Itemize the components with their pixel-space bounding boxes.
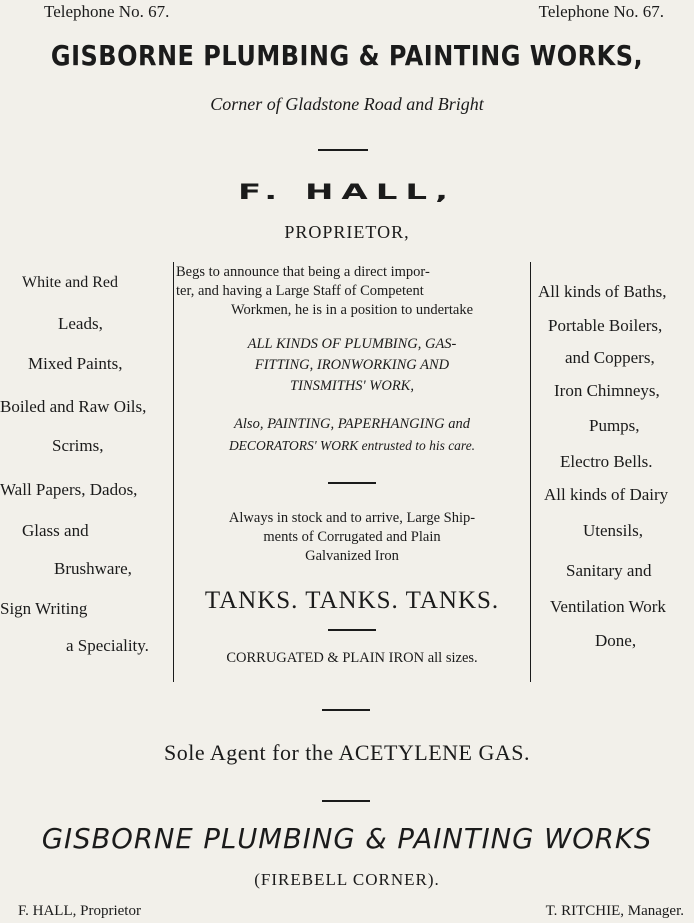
painting-line: Also, PAINTING, PAPERHANGING and xyxy=(234,416,470,432)
plumbing-line: FITTING, IRONWORKING AND xyxy=(254,357,450,373)
plumbing-block xyxy=(176,334,528,397)
right-item: All kinds of Baths, xyxy=(538,282,667,301)
left-item: Wall Papers, Dados, xyxy=(0,480,138,499)
footer-location: (FIREBELL CORNER). xyxy=(254,870,440,889)
right-item: Done, xyxy=(595,631,637,650)
telephone-left: Telephone No. 67. xyxy=(44,2,170,21)
right-item: Sanitary and xyxy=(566,561,652,580)
column-divider-left xyxy=(173,262,174,682)
stock-block xyxy=(176,509,528,566)
announce-line: Workmen, he is in a position to undertake xyxy=(230,302,474,318)
plumbing-line: TINSMITHS' WORK, xyxy=(290,378,414,394)
stock-line: ments of Corrugated and Plain xyxy=(263,529,441,545)
right-item: Pumps, xyxy=(589,416,640,435)
left-item: Sign Writing xyxy=(0,599,88,618)
sole-agent-line: Sole Agent for the ACETYLENE GAS. xyxy=(163,740,531,765)
left-item: Scrims, xyxy=(52,436,104,455)
left-item: Brushware, xyxy=(54,559,132,578)
footer-title: GISBORNE PLUMBING & PAINTING WORKS xyxy=(41,822,653,855)
painting-block xyxy=(176,414,528,456)
stock-line: Always in stock and to arrive, Large Ship- xyxy=(228,510,476,526)
right-item: All kinds of Dairy xyxy=(544,485,669,504)
left-item: Leads, xyxy=(58,314,103,333)
left-item: a Speciality. xyxy=(66,636,149,655)
right-item: Utensils, xyxy=(583,521,643,540)
footer-proprietor: F. HALL, Proprietor xyxy=(18,903,141,919)
stock-line: Galvanized Iron xyxy=(305,548,399,564)
tanks-banner: TANKS. TANKS. TANKS. xyxy=(204,587,500,614)
left-item: White and Red xyxy=(22,274,118,291)
column-divider-right xyxy=(530,262,531,682)
footer-manager: T. RITCHIE, Manager. xyxy=(545,903,684,919)
business-address: Corner of Gladstone Road and Bright xyxy=(210,94,484,114)
divider-rule xyxy=(328,482,376,484)
right-item: Electro Bells. xyxy=(560,452,653,471)
plumbing-line: ALL KINDS OF PLUMBING, GAS- xyxy=(247,336,457,352)
business-title: GISBORNE PLUMBING & PAINTING WORKS, xyxy=(50,39,644,73)
right-item: Iron Chimneys, xyxy=(554,381,660,400)
announce-line: ter, and having a Large Staff of Competent xyxy=(176,283,424,299)
right-item: Portable Boilers, xyxy=(548,316,663,335)
corrugated-line: CORRUGATED & PLAIN IRON all sizes. xyxy=(226,650,478,666)
divider-rule xyxy=(322,800,370,802)
right-item: and Coppers, xyxy=(565,348,655,367)
right-item: Ventilation Work xyxy=(550,597,666,616)
announcement-block xyxy=(176,263,528,320)
left-item: Boiled and Raw Oils, xyxy=(0,397,147,416)
divider-rule xyxy=(328,629,376,631)
telephone-right: Telephone No. 67. xyxy=(538,2,664,21)
divider-rule xyxy=(322,709,370,711)
proprietor-name: F. HALL, xyxy=(238,179,456,205)
left-item: Glass and xyxy=(22,521,89,540)
proprietor-label: PROPRIETOR, xyxy=(284,222,410,242)
divider-rule xyxy=(318,149,368,151)
announce-line: Begs to announce that being a direct impor- xyxy=(176,264,430,280)
left-item: Mixed Paints, xyxy=(28,354,123,373)
painting-line: DECORATORS' WORK entrusted to his care. xyxy=(228,438,476,453)
